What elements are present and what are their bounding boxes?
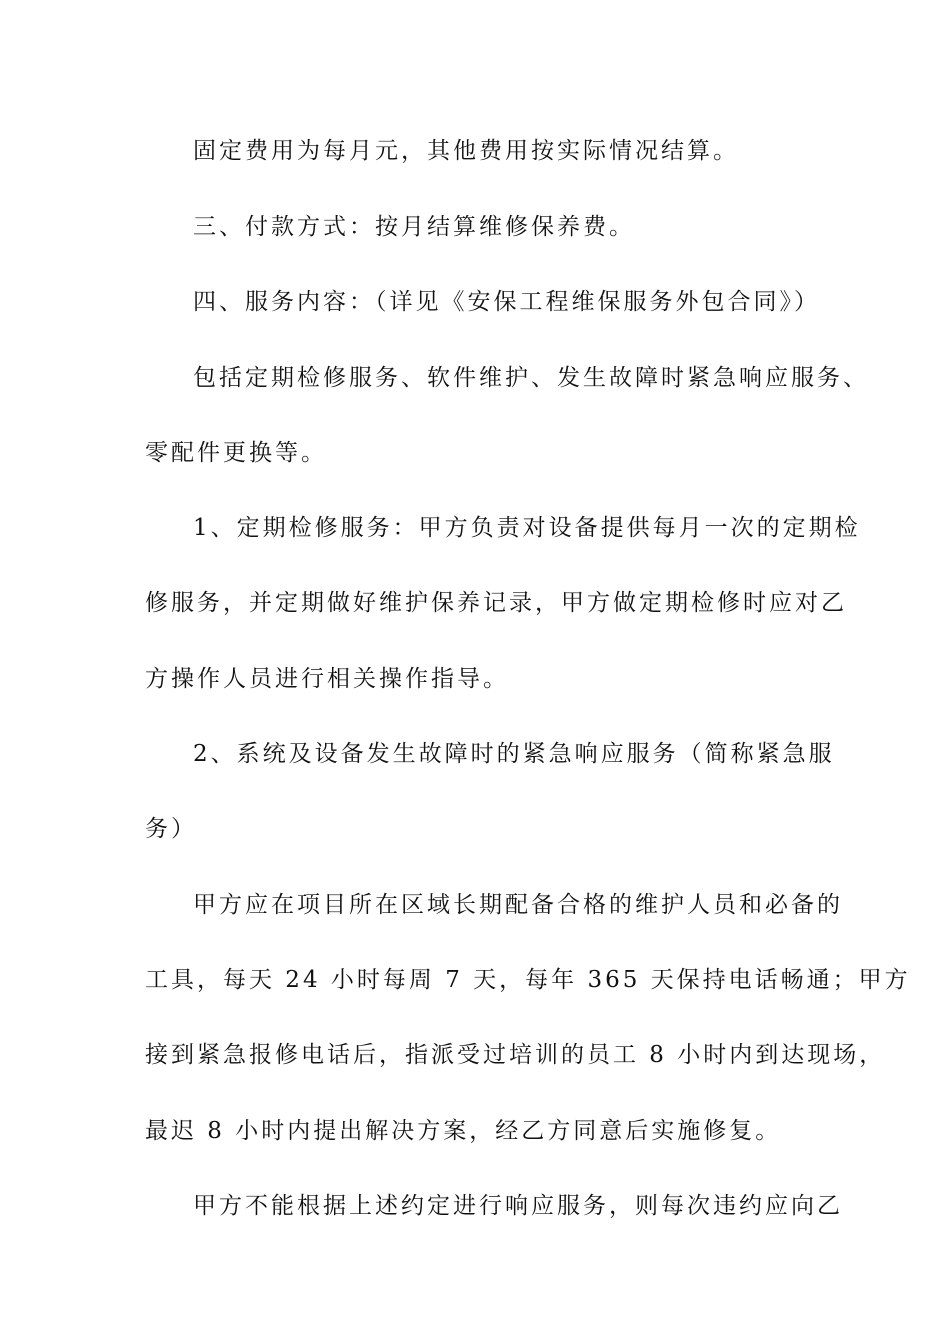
text-line-item-1-end: 方操作人员进行相关操作指导。 bbox=[145, 666, 509, 692]
text-line-fixed-fee: 固定费用为每月元，其他费用按实际情况结算。 bbox=[193, 138, 739, 164]
text-line-paragraph-maintenance-cont: 工具，每天 24 小时每周 7 天，每年 365 天保持电话畅通；甲方 bbox=[145, 967, 911, 993]
text-line-paragraph-maintenance-end: 最迟 8 小时内提出解决方案，经乙方同意后实施修复。 bbox=[145, 1118, 782, 1144]
text-line-item-2: 2、系统及设备发生故障时的紧急响应服务（简称紧急服 bbox=[193, 741, 835, 767]
text-line-item-1-cont: 修服务，并定期做好维护保养记录，甲方做定期检修时应对乙 bbox=[145, 590, 847, 616]
text-line-breach: 甲方不能根据上述约定进行响应服务，则每次违约应向乙 bbox=[193, 1193, 843, 1219]
text-line-paragraph-maintenance-cont-2: 接到紧急报修电话后，指派受过培训的员工 8 小时内到达现场， bbox=[145, 1042, 886, 1068]
text-line-item-1: 1、定期检修服务：甲方负责对设备提供每月一次的定期检 bbox=[193, 515, 861, 541]
text-line-includes-cont: 零配件更换等。 bbox=[145, 440, 327, 466]
text-line-payment-method: 三、付款方式：按月结算维修保养费。 bbox=[193, 214, 635, 240]
text-line-includes: 包括定期检修服务、软件维护、发生故障时紧急响应服务、 bbox=[193, 365, 869, 391]
text-line-service-content: 四、服务内容：（详见《安保工程维保服务外包合同》） bbox=[193, 289, 820, 315]
text-line-paragraph-maintenance: 甲方应在项目所在区域长期配备合格的维护人员和必备的 bbox=[193, 892, 843, 918]
text-line-item-2-cont: 务） bbox=[145, 816, 197, 842]
